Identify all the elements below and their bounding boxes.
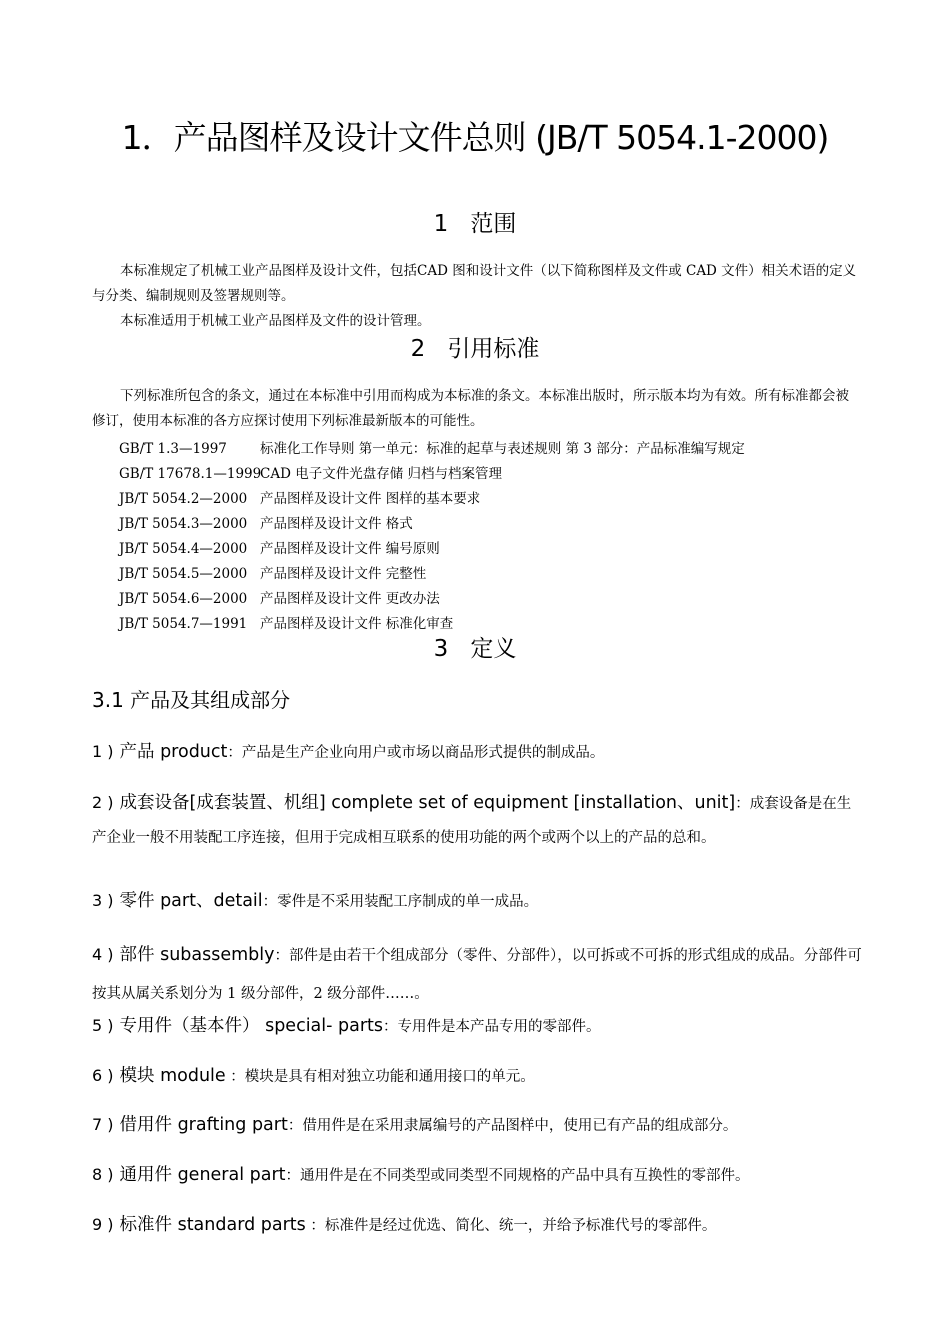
section-number: 1: [433, 211, 449, 237]
definition-item: [92, 886, 862, 917]
definition-item: [92, 1210, 862, 1241]
definition-item: [92, 1110, 862, 1141]
definition-index: 2 ): [92, 793, 114, 812]
definition-text: ：模块是具有相对独立功能和通用接口的单元。: [225, 1069, 535, 1085]
definition-text: ：借用件是在采用隶属编号的产品图样中，使用已有产品的组成部分。: [287, 1118, 738, 1134]
definition-item: [92, 737, 862, 768]
reference-title: 产品图样及设计文件 图样的基本要求: [260, 491, 481, 507]
reference-item: [119, 587, 440, 607]
reference-title: 产品图样及设计文件 编号原则: [260, 541, 440, 557]
definition-index: 6 ): [92, 1066, 114, 1085]
definition-text: ：零件是不采用装配工序制成的单一成品。: [262, 894, 539, 910]
section-heading-definitions: [0, 630, 950, 663]
definition-text: ：部件是由若干个组成部分（零件、分部件），以可拆或不可拆的形式组成的成品。分部件可按其从属关系划分为 1 级分部件，2 级分部件……。: [92, 948, 862, 1002]
reference-code: JB/T 5054.6—2000: [119, 591, 248, 607]
definition-text: ：产品是生产企业向用户或市场以商品形式提供的制成品。: [227, 745, 605, 761]
reference-code: JB/T 5054.2—2000: [119, 491, 248, 507]
definition-item: [92, 1160, 862, 1191]
reference-item: [119, 487, 480, 507]
section-heading-references: [0, 330, 950, 363]
definition-term: 借用件 grafting part: [119, 1115, 288, 1135]
definition-term: 部件 subassembly: [119, 945, 275, 965]
reference-title: 产品图样及设计文件 格式: [260, 516, 413, 532]
reference-code: GB/T 1.3—1997: [119, 441, 227, 457]
reference-code: JB/T 5054.3—2000: [119, 516, 248, 532]
reference-code: JB/T 5054.4—2000: [119, 541, 248, 557]
reference-item: [119, 612, 453, 632]
reference-code: JB/T 5054.5—2000: [119, 566, 248, 582]
definition-index: 9 ): [92, 1215, 114, 1234]
definition-term: 专用件（基本件） special- parts: [119, 1016, 384, 1036]
definition-index: 3 ): [92, 891, 114, 910]
definition-term: 零件 part、detail: [119, 891, 263, 911]
definition-text: ：专用件是本产品专用的零部件。: [383, 1019, 601, 1035]
definition-term: 标准件 standard parts: [119, 1215, 306, 1235]
reference-code: JB/T 5054.7—1991: [119, 616, 248, 632]
definition-index: 4 ): [92, 945, 114, 964]
definition-item: [92, 936, 862, 1013]
reference-title: 产品图样及设计文件 更改办法: [260, 591, 440, 607]
definition-term: 模块 module: [119, 1066, 226, 1086]
definition-item: [92, 786, 862, 855]
definition-text: ：成套设备是在生产企业一般不用装配工序连接，但用于完成相互联系的使用功能的两个或两个以上的产品的总和。: [92, 796, 852, 846]
definition-index: 1 ): [92, 742, 114, 761]
definition-item: [92, 1011, 862, 1042]
section-heading-scope: [0, 205, 950, 238]
section-title: 定义: [470, 636, 517, 662]
definition-term: 成套设备[成套装置、机组] complete set of equipment [installation、unit]: [119, 793, 736, 813]
definition-item: [92, 1061, 862, 1092]
references-intro: 下列标准所包含的条文，通过在本标准中引用而构成为本标准的条文。本标准出版时，所示版本均为有效。所有标准都会被修订，使用本标准的各方应探讨使用下列标准最新版本的可能性。: [92, 388, 849, 429]
definition-text: ：标准件是经过优选、简化、统一，并给予标准代号的零部件。: [305, 1218, 717, 1234]
section-title: 引用标准: [447, 336, 540, 362]
scope-paragraph-1: 本标准规定了机械工业产品图样及设计文件，包括CAD 图和设计文件（以下简称图样及文件或 CAD 文件）相关术语的定义与分类、编制规则及签署规则等。: [92, 263, 857, 304]
definition-index: 8 ): [92, 1165, 114, 1184]
reference-item: [119, 437, 745, 457]
reference-title: 产品图样及设计文件 标准化审查: [260, 616, 454, 632]
definition-term: 通用件 general part: [119, 1165, 286, 1185]
reference-title: 标准化工作导则 第一单元：标准的起草与表述规则 第 3 部分：产品标准编写规定: [260, 441, 745, 457]
definition-index: 7 ): [92, 1115, 114, 1134]
section-number: 2: [410, 336, 426, 362]
definition-index: 5 ): [92, 1016, 114, 1035]
scope-paragraph-2: 本标准适用于机械工业产品图样及文件的设计管理。: [120, 313, 431, 329]
reference-item: [119, 562, 426, 582]
reference-item: [119, 462, 502, 482]
section-number: 3: [433, 636, 449, 662]
document-title: 1．产品图样及设计文件总则 (JB/T 5054.1-2000): [121, 118, 829, 157]
definition-term: 产品 product: [119, 742, 228, 762]
reference-item: [119, 512, 413, 532]
reference-code: GB/T 17678.1—1999: [119, 466, 262, 482]
subsection-title: 3.1 产品及其组成部分: [92, 688, 291, 712]
definition-text: ：通用件是在不同类型或同类型不同规格的产品中具有互换性的零部件。: [285, 1168, 750, 1184]
section-title: 范围: [470, 211, 517, 237]
reference-item: [119, 537, 440, 557]
reference-title: CAD 电子文件光盘存储 归档与档案管理: [260, 466, 502, 482]
reference-title: 产品图样及设计文件 完整性: [260, 566, 427, 582]
